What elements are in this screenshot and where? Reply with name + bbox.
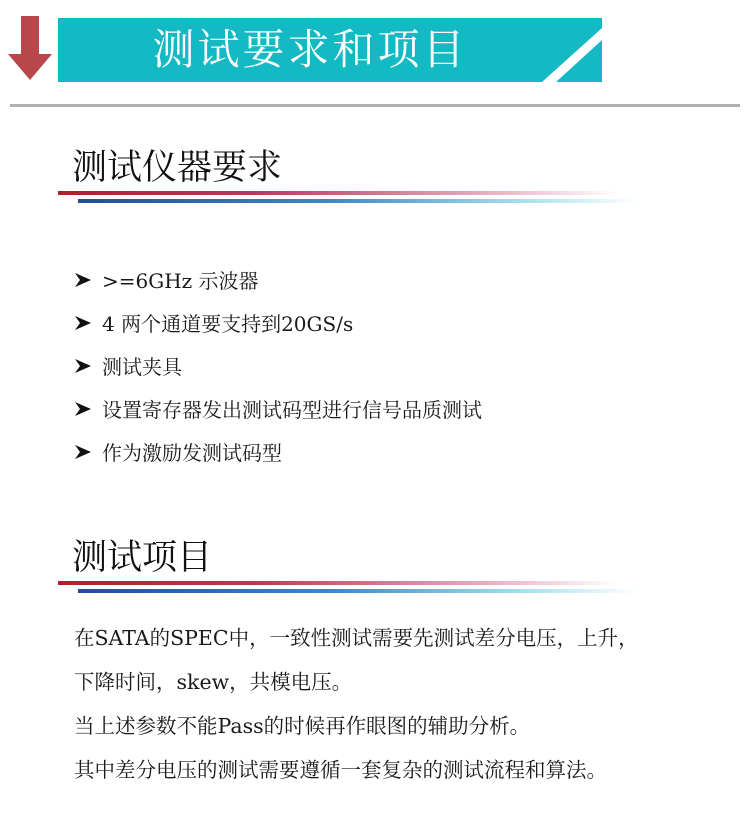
section-heading-test-items: 测试项目 [72, 538, 213, 578]
list-item [74, 301, 482, 344]
title-banner [58, 18, 602, 82]
arrowhead-bullet-icon [74, 444, 92, 460]
down-arrow-icon [8, 16, 52, 82]
arrowhead-bullet-icon [74, 315, 92, 331]
paragraph-line: 下降时间，skew，共模电压。 [74, 670, 353, 694]
heading-underline-red [58, 581, 618, 585]
heading-underline-red [58, 191, 618, 195]
list-item-text: 设置寄存器发出测试码型进行信号品质测试 [102, 398, 482, 422]
description-paragraph [74, 616, 734, 792]
banner-slash-decoration [512, 18, 602, 82]
section-heading-instruments: 测试仪器要求 [72, 148, 283, 188]
paragraph-line: 其中差分电压的测试需要遵循一套复杂的测试流程和算法。 [74, 758, 607, 782]
heading-underline-blue [78, 589, 638, 593]
list-item-text: 4 两个通道要支持到20GS/s [102, 312, 354, 336]
top-divider [10, 104, 740, 107]
list-item [74, 430, 482, 473]
arrowhead-bullet-icon [74, 401, 92, 417]
paragraph-line: 在SATA的SPEC中，一致性测试需要先测试差分电压，上升， [74, 626, 639, 650]
banner-title: 测试要求和项目 [152, 25, 468, 74]
arrowhead-bullet-icon [74, 358, 92, 374]
paragraph-line: 当上述参数不能Pass的时候再作眼图的辅助分析。 [74, 714, 531, 738]
list-item [74, 258, 482, 301]
list-item [74, 344, 482, 387]
list-item [74, 387, 482, 430]
heading-underline-blue [78, 199, 638, 203]
requirements-list [74, 258, 482, 473]
arrowhead-bullet-icon [74, 272, 92, 288]
list-item-text: 作为激励发测试码型 [102, 441, 282, 465]
list-item-text: >=6GHz 示波器 [102, 269, 259, 293]
list-item-text: 测试夹具 [102, 355, 182, 379]
